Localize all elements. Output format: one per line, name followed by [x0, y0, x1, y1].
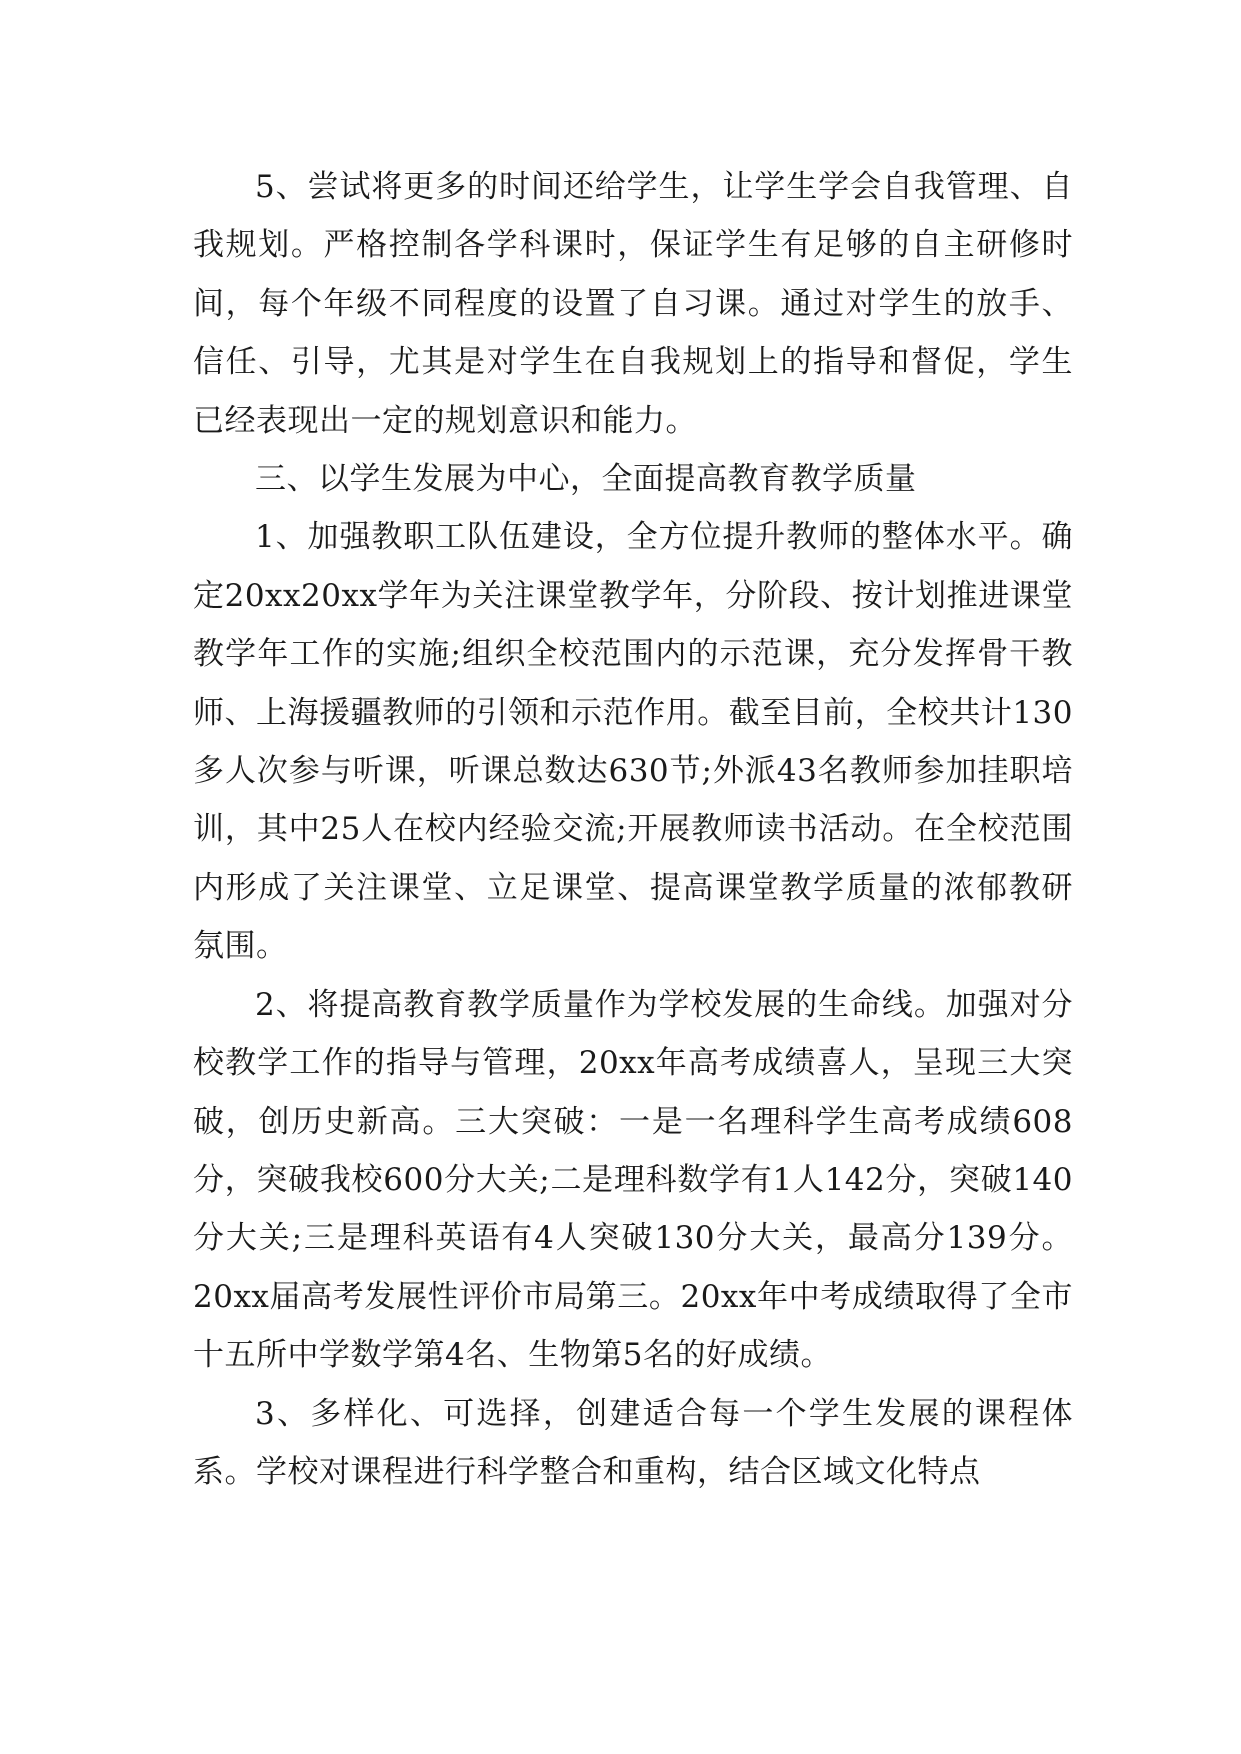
paragraph-item-1: 1、加强教职工队伍建设，全方位提升教师的整体水平。确定20xx20xx学年为关注课堂教学年，分阶段、按计划推进课堂教学年工作的实施;组织全校范围内的示范课，充分发挥骨干教师、上海援疆教师的引领和示范作用。截至目前，全校共计130多人次参与听课，听课总数达630节;外派43名教师参加挂职培训，其中25人在校内经验交流;开展教师读书活动。在全校范围内形成了关注课堂、立足课堂、提高课堂教学质量的浓郁教研氛围。	[193, 519, 1073, 965]
paragraph-item-3: 3、多样化、可选择，创建适合每一个学生发展的课程体系。学校对课程进行科学整合和重构，结合区域文化特点	[193, 1395, 1073, 1490]
section-heading-3: 三、以学生发展为中心，全面提高教育教学质量	[255, 461, 917, 498]
paragraph-item-2: 2、将提高教育教学质量作为学校发展的生命线。加强对分校教学工作的指导与管理，20xx年高考成绩喜人，呈现三大突破，创历史新高。三大突破：一是一名理科学生高考成绩608分，突破我校600分大关;二是理科数学有1人142分，突破140分大关;三是理科英语有4人突破130分大关，最高分139分。20xx届高考发展性评价市局第三。20xx年中考成绩取得了全市十五所中学数学第4名、生物第5名的好成绩。	[193, 986, 1073, 1374]
document-body	[193, 158, 1073, 1501]
paragraph-item-5: 5、尝试将更多的时间还给学生，让学生学会自我管理、自我规划。严格控制各学科课时，保证学生有足够的自主研修时间，每个年级不同程度的设置了自习课。通过对学生的放手、信任、引导，尤其是对学生在自我规划上的指导和督促，学生已经表现出一定的规划意识和能力。	[193, 169, 1073, 439]
